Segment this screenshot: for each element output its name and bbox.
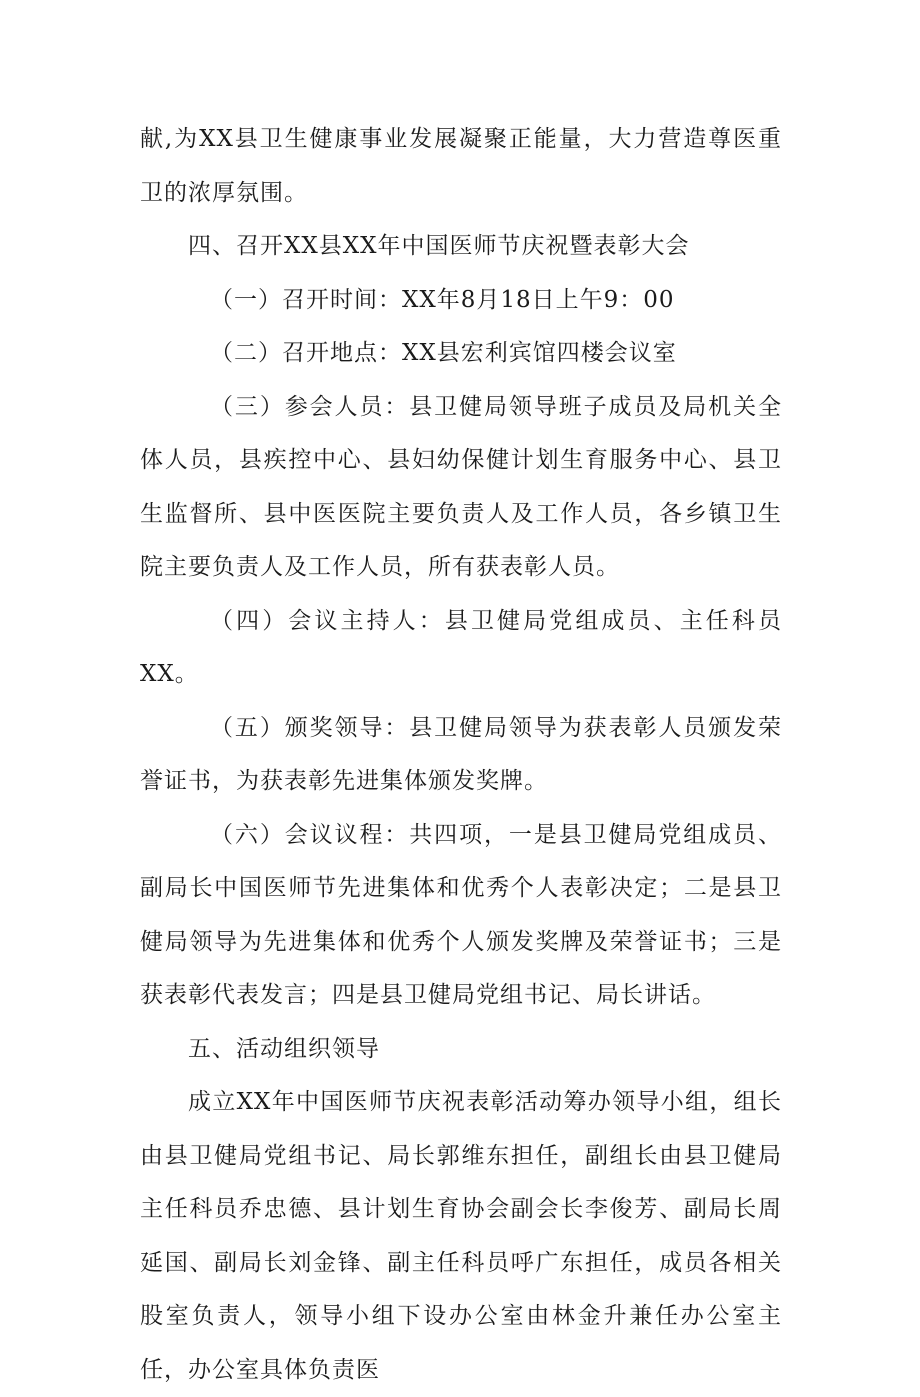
- item-host: （四）会议主持人：县卫健局党组成员、主任科员XX。: [140, 607, 782, 687]
- section-heading-4: 四、召开XX县XX年中国医师节庆祝暨表彰大会: [188, 233, 690, 259]
- item-award-presenters: （五）颁奖领导：县卫健局领导为获表彰人员颁发荣誉证书，为获表彰先进集体颁发奖牌。: [140, 714, 782, 794]
- item-agenda: （六）会议议程：共四项，一是县卫健局党组成员、副局长中国医师节先进集体和优秀个人表彰决定；二是县卫健局领导为先进集体和优秀个人颁发奖牌及荣誉证书；三是获表彰代表发言；四是县卫健局党组书记、局长讲话。: [140, 821, 782, 1008]
- item-meeting-location: （二）召开地点：XX县宏利宾馆四楼会议室: [210, 340, 677, 366]
- document-body: [140, 113, 782, 1397]
- item-attendees: （三）参会人员：县卫健局领导班子成员及局机关全体人员，县疾控中心、县妇幼保健计划生育服务中心、县卫生监督所、县中医医院主要负责人及工作人员，各乡镇卫生院主要负责人及工作人员，所有获表彰人员。: [140, 393, 782, 580]
- paragraph-leadership-group: 成立XX年中国医师节庆祝表彰活动筹办领导小组，组长由县卫健局党组书记、局长郭维东担任，副组长由县卫健局主任科员乔忠德、县计划生育协会副会长李俊芳、副局长周延国、副局长刘金锋、副主任科员呼广东担任，成员各相关股室负责人，领导小组下设办公室由林金升兼任办公室主任，办公室具体负责医: [140, 1089, 782, 1383]
- item-meeting-time: （一）召开时间：XX年8月18日上午9：00: [210, 286, 675, 313]
- section-heading-5: 五、活动组织领导: [188, 1035, 380, 1062]
- paragraph-continuation: 献,为XX县卫生健康事业发展凝聚正能量，大力营造尊医重卫的浓厚氛围。: [140, 126, 782, 206]
